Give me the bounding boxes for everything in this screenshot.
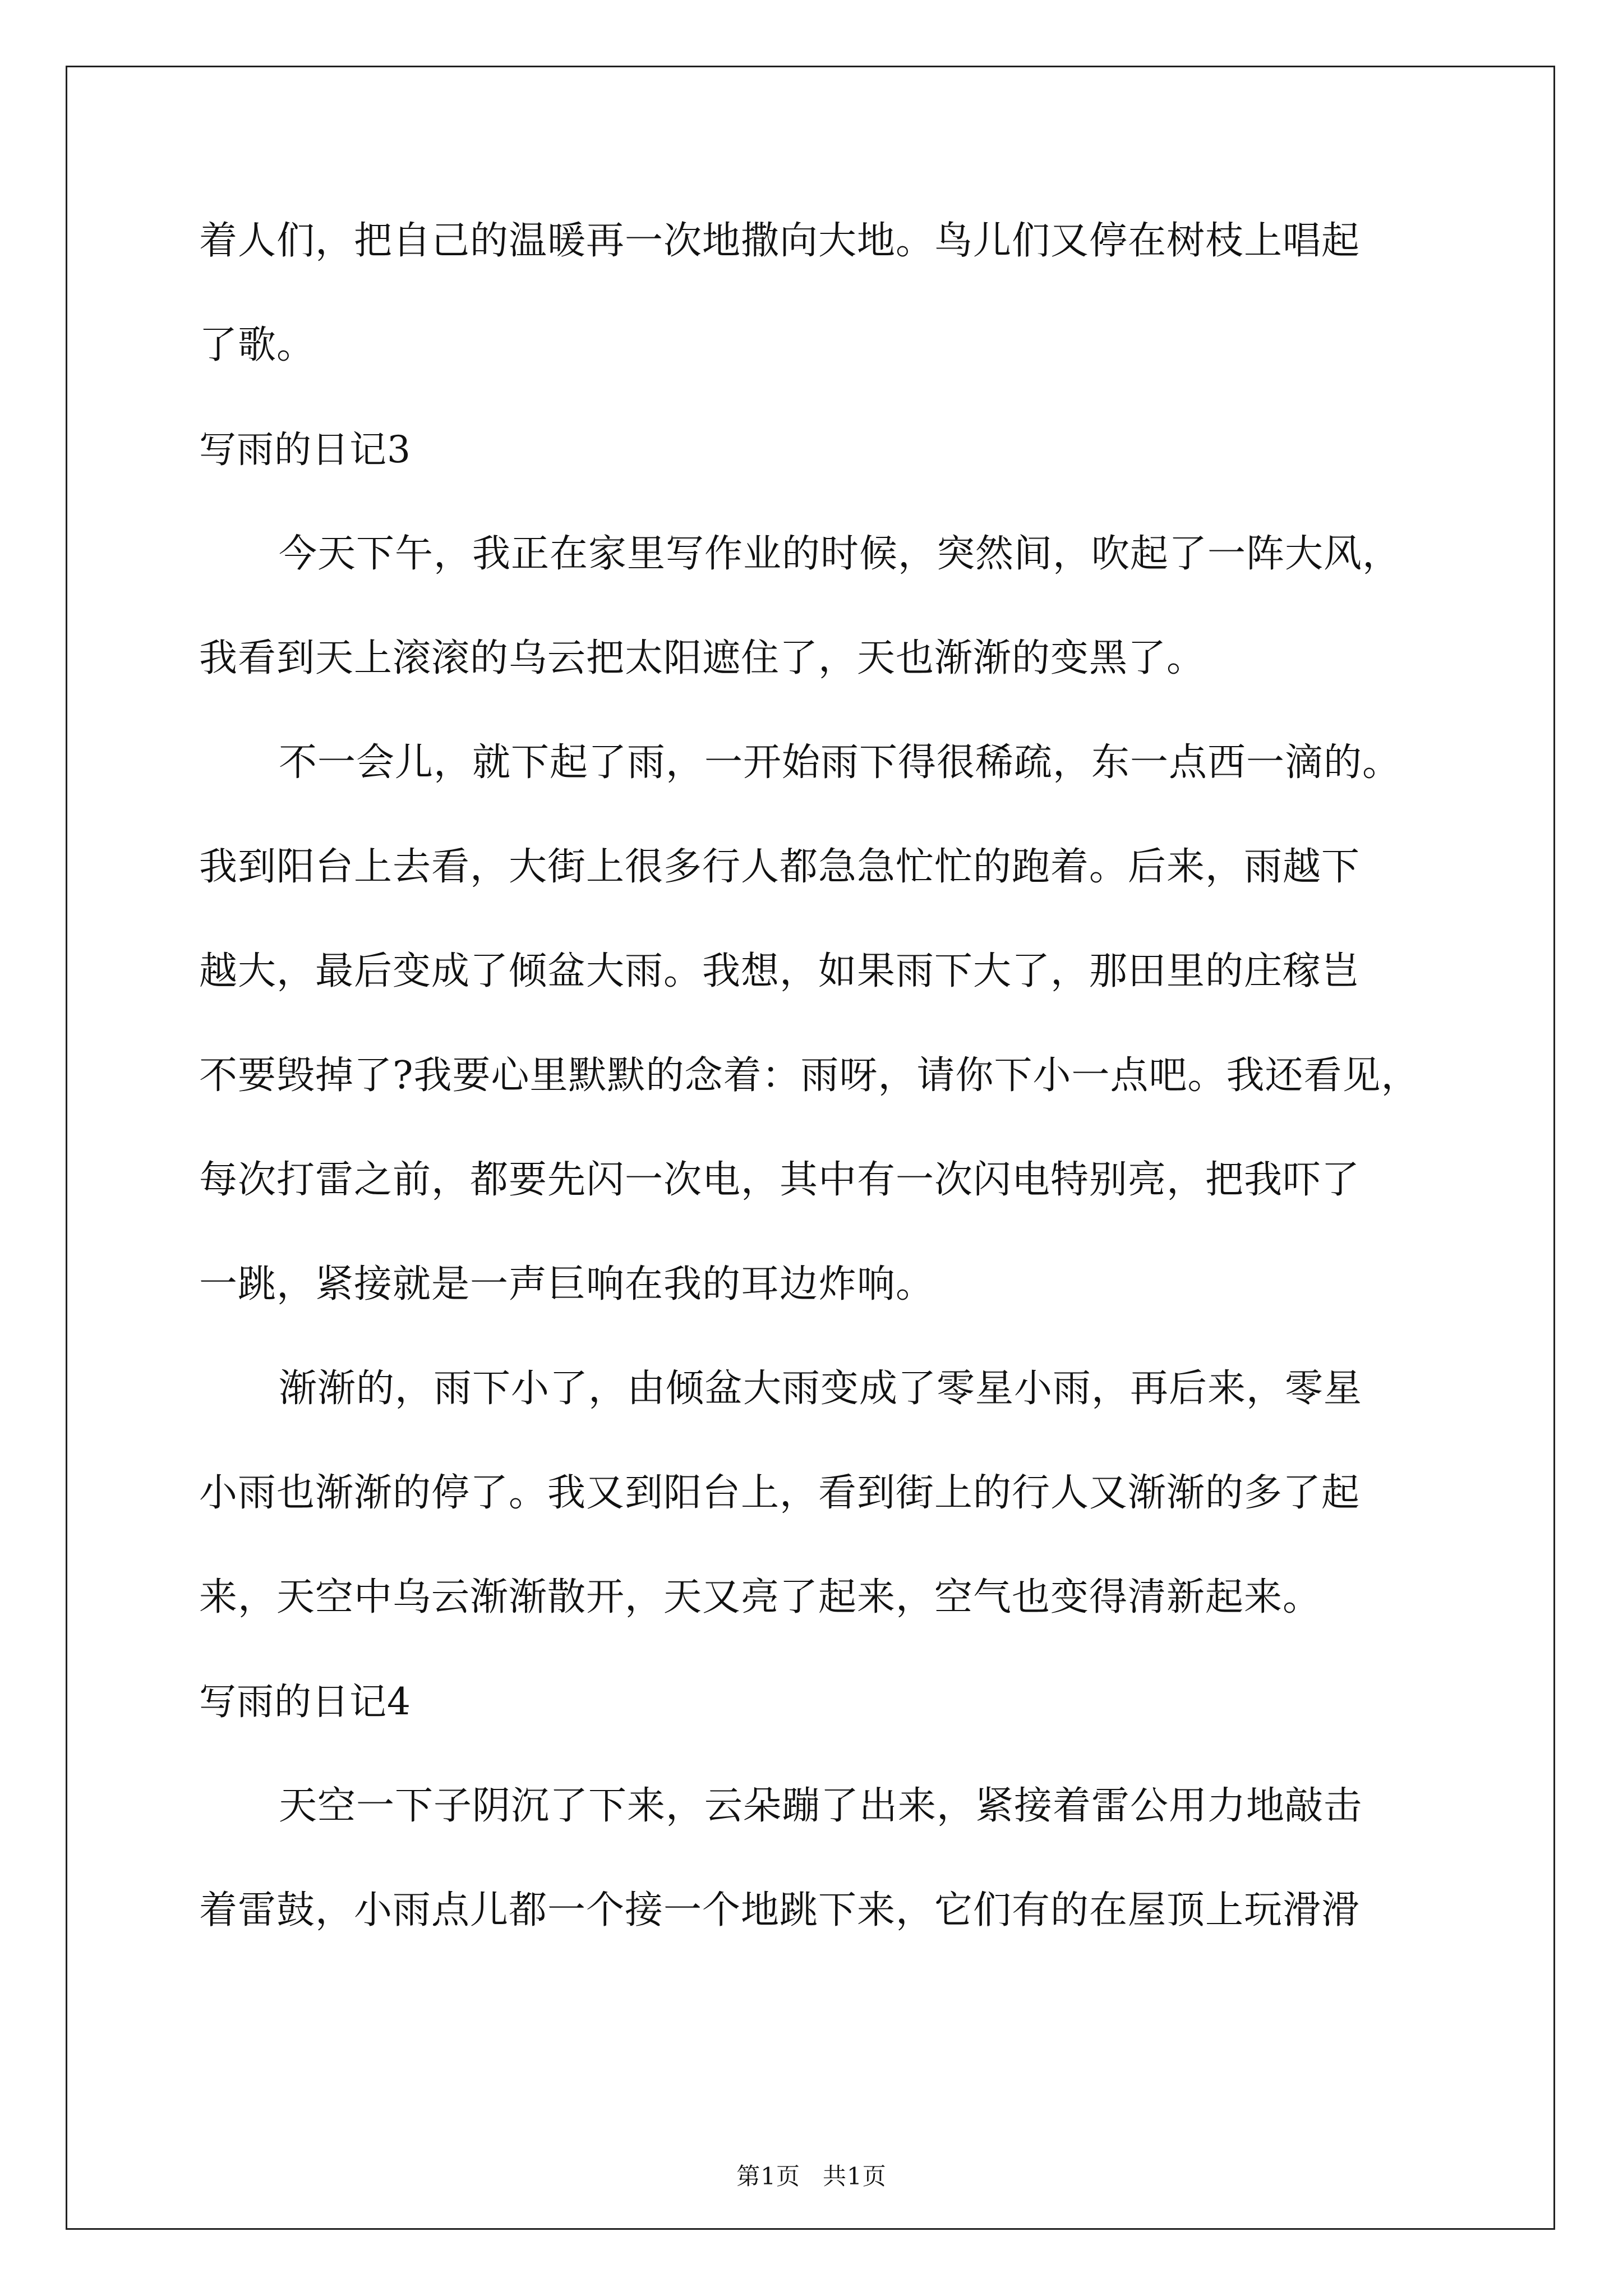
paragraph-first-line: 不一会儿，就下起了雨，一开始雨下得很稀疏，东一点西一滴的。: [279, 740, 1401, 785]
paragraph-first-line: 天空一下子阴沉了下来，云朵蹦了出来，紧接着雷公用力地敲击: [279, 1784, 1363, 1828]
section-heading: 写雨的日记4: [199, 1680, 411, 1723]
text-line: 不要毁掉了?我要心里默默的念着：雨呀，请你下小一点吧。我还看见，: [199, 1053, 1420, 1098]
text-line: 来，天空中乌云渐渐散开，天又亮了起来，空气也变得清新起来。: [199, 1575, 1322, 1619]
paragraph-first-line: 今天下午，我正在家里写作业的时候，突然间，吹起了一阵大风，: [279, 532, 1401, 576]
paragraph-first-line: 渐渐的，雨下小了，由倾盆大雨变成了零星小雨，再后来，零星: [279, 1366, 1363, 1411]
text-line: 我看到天上滚滚的乌云把太阳遮住了，天也渐渐的变黑了。: [199, 636, 1206, 680]
page-footer: [0, 2160, 1623, 2193]
page-total: 共1页: [823, 2162, 887, 2190]
text-line: 着雷鼓，小雨点儿都一个接一个地跳下来，它们有的在屋顶上玩滑滑: [199, 1888, 1361, 1932]
text-line: 我到阳台上去看，大街上很多行人都急急忙忙的跑着。后来，雨越下: [199, 845, 1361, 889]
text-line: 越大，最后变成了倾盆大雨。我想，如果雨下大了，那田里的庄稼岂: [199, 949, 1361, 993]
document-body: [199, 216, 1433, 1990]
section-heading: 写雨的日记3: [199, 428, 411, 471]
text-line: 了歌。: [199, 323, 316, 367]
page-number: 第1页: [736, 2162, 800, 2190]
text-line: 一跳，紧接就是一声巨响在我的耳边炸响。: [199, 1262, 935, 1306]
text-line: 小雨也渐渐的停了。我又到阳台上，看到街上的行人又渐渐的多了起: [199, 1471, 1361, 1515]
text-line: 每次打雷之前，都要先闪一次电，其中有一次闪电特别亮，把我吓了: [199, 1158, 1361, 1202]
text-line: 着人们，把自己的温暖再一次地撒向大地。鸟儿们又停在树枝上唱起: [199, 219, 1361, 263]
